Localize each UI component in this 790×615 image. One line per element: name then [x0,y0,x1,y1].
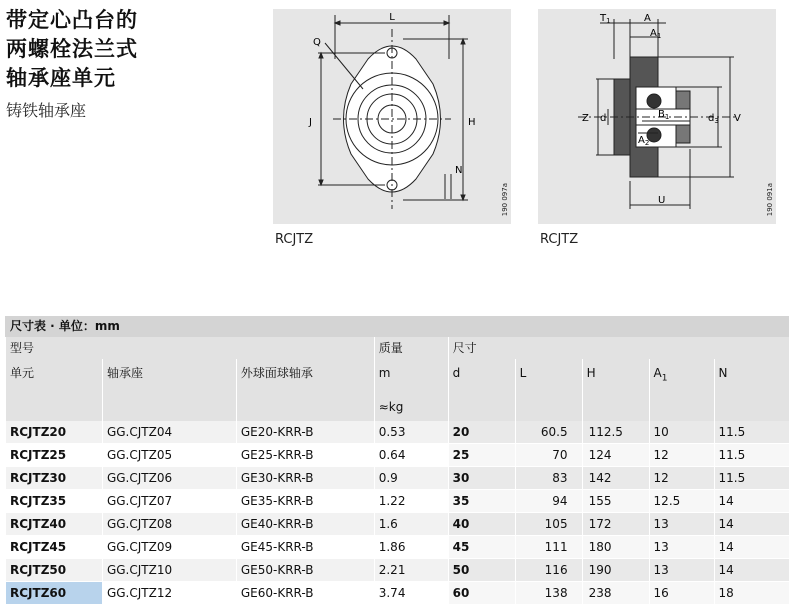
dim-label-J: J [309,117,312,128]
page-title-line-1: 带定心凸台的 [6,8,138,32]
cell-housing: GG.CJTZ12 [102,582,236,605]
cell-housing: GG.CJTZ10 [102,559,236,582]
header-mass-unit: ≈kg [378,400,404,414]
cell-l: 105 [515,513,582,536]
table-caption: 尺寸表 · 单位：mm [5,316,789,337]
figure-caption: RCJTZ [540,232,579,247]
header-A1: $A_1$ [649,359,714,421]
dim-label-V: V [734,113,741,124]
header-mass-col [374,359,448,421]
cell-n: 14 [714,513,789,536]
cell-d: 35 [448,490,515,513]
cell-a1: 12.5 [649,490,714,513]
cell-h: 172 [582,513,649,536]
cell-bearing: GE50-KRR-B [236,559,374,582]
cell-d: 30 [448,467,515,490]
cell-n: 14 [714,490,789,513]
cell-housing: GG.CJTZ09 [102,536,236,559]
dim-label-T1: $T_1$ [600,13,611,25]
dim-label-L: L [389,12,395,23]
cell-unit: RCJTZ20 [6,421,103,444]
dim-label-Z: Z [582,113,589,124]
front-view-figure [273,9,511,224]
cell-h: 238 [582,582,649,605]
header-dims: 尺寸 [448,337,789,359]
cell-housing: GG.CJTZ05 [102,444,236,467]
cell-unit: RCJTZ60 [6,582,103,605]
page-title-line-2: 两螺栓法兰式 [6,37,138,61]
header-d: d [448,359,515,421]
cell-housing: GG.CJTZ04 [102,421,236,444]
dim-label-U: U [658,195,666,206]
table-row [6,467,790,490]
cell-h: 190 [582,559,649,582]
cell-mass: 3.74 [374,582,448,605]
cell-n: 14 [714,559,789,582]
cell-bearing: GE30-KRR-B [236,467,374,490]
cell-bearing: GE35-KRR-B [236,490,374,513]
dim-label-d3: $d_3$ [708,113,719,125]
cell-l: 116 [515,559,582,582]
header-H: H [582,359,649,421]
cell-l: 111 [515,536,582,559]
header-mass-symbol: m [378,366,391,380]
header-housing: 轴承座 [102,359,236,421]
cell-a1: 13 [649,559,714,582]
cell-l: 138 [515,582,582,605]
cell-a1: 13 [649,513,714,536]
cell-d: 60 [448,582,515,605]
figure-code: 190 091a [766,182,774,216]
cell-mass: 2.21 [374,559,448,582]
dim-label-A1: $A_1$ [650,28,662,40]
cell-bearing: GE40-KRR-B [236,513,374,536]
dim-label-N: N [455,165,463,176]
cell-l: 70 [515,444,582,467]
page-subtitle: 铸铁轴承座 [6,101,87,120]
table-row [6,582,790,605]
dim-label-B1: $B_1$ [658,109,670,121]
cell-bearing: GE45-KRR-B [236,536,374,559]
cell-d: 20 [448,421,515,444]
cell-l: 60.5 [515,421,582,444]
table-row [6,444,790,467]
table-row [6,559,790,582]
cell-a1: 12 [649,444,714,467]
cell-l: 94 [515,490,582,513]
cell-h: 124 [582,444,649,467]
cell-h: 142 [582,467,649,490]
cell-d: 40 [448,513,515,536]
header-unit: 单元 [6,359,103,421]
dimension-table-grid [5,337,789,605]
cell-mass: 0.53 [374,421,448,444]
header-model: 型号 [6,337,375,359]
page-title-line-3: 轴承座单元 [6,66,116,90]
cell-housing: GG.CJTZ08 [102,513,236,536]
cell-l: 83 [515,467,582,490]
table-row [6,421,790,444]
table-row [6,536,790,559]
header-mass: 质量 [374,337,448,359]
section-view-drawing [538,9,776,224]
cell-a1: 16 [649,582,714,605]
cell-n: 14 [714,536,789,559]
table-header-row-columns [6,359,790,421]
cell-mass: 0.64 [374,444,448,467]
cell-n: 11.5 [714,421,789,444]
cell-bearing: GE20-KRR-B [236,421,374,444]
cell-d: 50 [448,559,515,582]
dim-label-A2: $A_2$ [638,135,650,147]
figure-code: 190 097a [501,182,509,216]
cell-d: 25 [448,444,515,467]
cell-unit: RCJTZ45 [6,536,103,559]
cell-mass: 0.9 [374,467,448,490]
dim-label-Q: Q [313,37,321,48]
cell-h: 112.5 [582,421,649,444]
dimension-table [5,316,789,605]
header-bearing: 外球面球轴承 [236,359,374,421]
cell-h: 155 [582,490,649,513]
cell-unit: RCJTZ40 [6,513,103,536]
header-N: N [714,359,789,421]
title-block [6,6,256,123]
cell-unit: RCJTZ35 [6,490,103,513]
cell-housing: GG.CJTZ07 [102,490,236,513]
dim-label-d: d [600,113,607,124]
section-view-figure [538,9,776,224]
cell-n: 11.5 [714,444,789,467]
cell-n: 18 [714,582,789,605]
dim-label-A: A [644,13,651,24]
table-row [6,490,790,513]
table-header-row-groups [6,337,790,359]
table-row [6,513,790,536]
cell-housing: GG.CJTZ06 [102,467,236,490]
cell-h: 180 [582,536,649,559]
cell-mass: 1.22 [374,490,448,513]
cell-d: 45 [448,536,515,559]
cell-bearing: GE25-KRR-B [236,444,374,467]
cell-a1: 12 [649,467,714,490]
figure-caption: RCJTZ [275,232,314,247]
cell-mass: 1.6 [374,513,448,536]
header-L: L [515,359,582,421]
cell-a1: 10 [649,421,714,444]
cell-bearing: GE60-KRR-B [236,582,374,605]
table-body [6,421,790,605]
front-view-drawing [273,9,511,224]
cell-unit: RCJTZ25 [6,444,103,467]
cell-n: 11.5 [714,467,789,490]
cell-unit: RCJTZ50 [6,559,103,582]
cell-a1: 13 [649,536,714,559]
cell-unit: RCJTZ30 [6,467,103,490]
dim-label-H: H [468,117,476,128]
cell-mass: 1.86 [374,536,448,559]
